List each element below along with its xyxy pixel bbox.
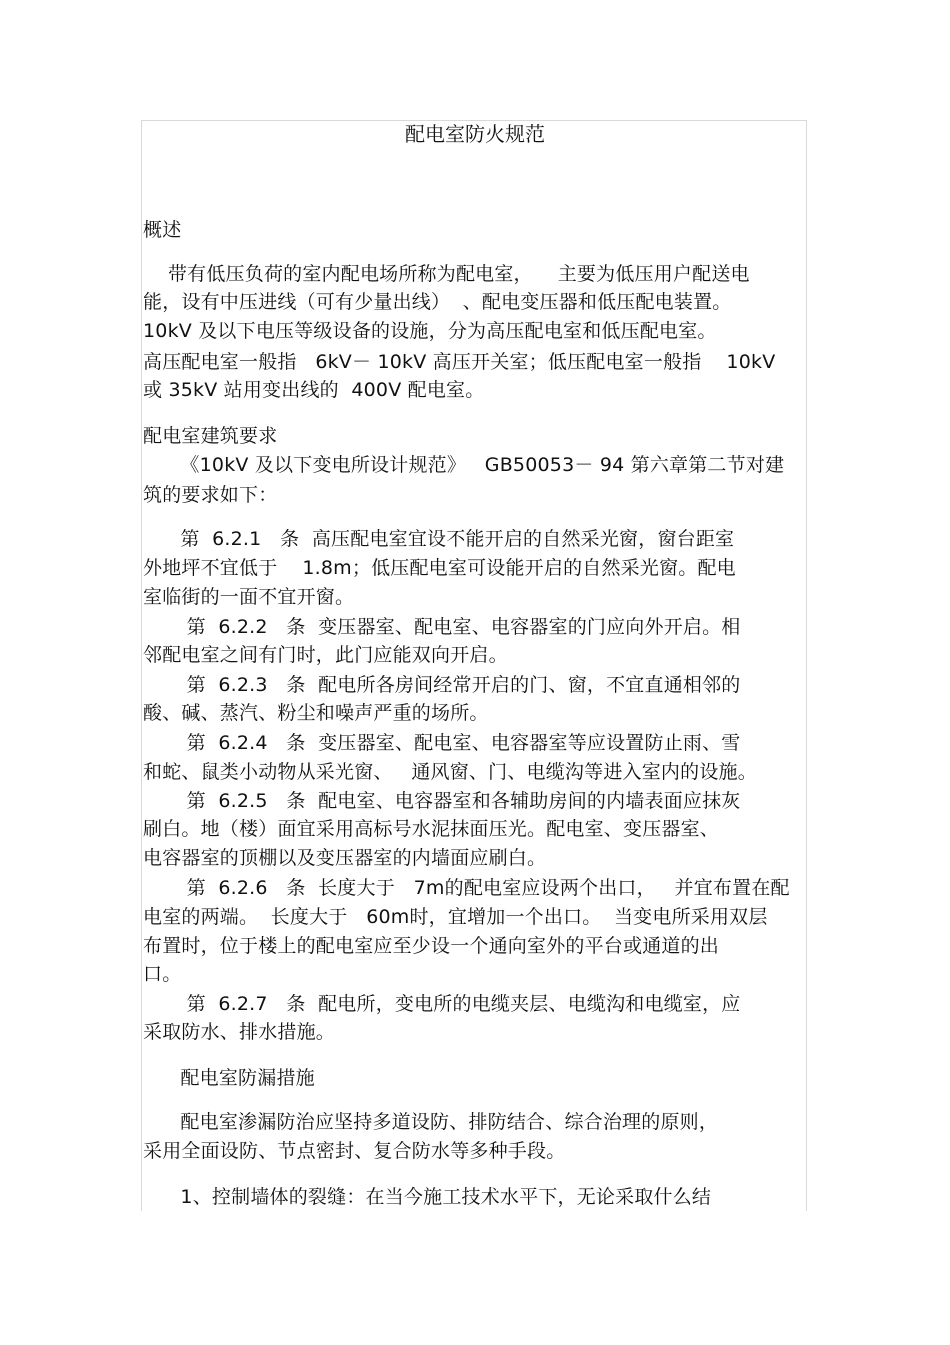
clause-line: 酸、碱、蒸汽、粉尘和噪声严重的场所。 [143,702,489,724]
clause-line: 第 6.2.4 条 变压器室、配电室、电容器室等应设置防止雨、雪 [143,732,741,754]
paragraph-line: 能，设有中压进线（可有少量出线） 、配电变压器和低压配电装置。 [143,291,732,313]
section-heading-building: 配电室建筑要求 [143,425,278,447]
clause-line: 邻配电室之间有门时，此门应能双向开启。 [143,644,508,666]
paragraph-line: 带有低压负荷的室内配电场所称为配电室， 主要为低压用户配送电 [143,263,750,285]
clause-line: 第 6.2.5 条 配电室、电容器室和各辅助房间的内墙表面应抹灰 [143,790,741,812]
clause-line: 刷白。地（楼）面宜采用高标号水泥抹面压光。配电室、变压器室、 [143,818,720,840]
paragraph-line: 10kV 及以下电压等级设备的设施，分为高压配电室和低压配电室。 [143,320,717,342]
clause-line: 和蛇、鼠类小动物从采光窗、 通风窗、门、电缆沟等进入室内的设施。 [143,761,757,783]
paragraph-line: 1、控制墙体的裂缝：在当今施工技术水平下，无论采取什么结 [143,1186,712,1208]
paragraph-line: 高压配电室一般指 6kV－ 10kV 高压开关室；低压配电室一般指 10kV [143,351,776,373]
clause-line: 口。 [143,963,182,985]
clause-line: 电室的两端。 长度大于 60m时，宜增加一个出口。 当变电所采用双层 [143,906,768,928]
clause-line: 第 6.2.2 条 变压器室、配电室、电容器室的门应向外开启。相 [143,616,741,638]
document-title: 配电室防火规范 [405,122,545,146]
clause-line: 第 6.2.7 条 配电所，变电所的电缆夹层、电缆沟和电缆室，应 [143,993,741,1015]
clause-line: 第 6.2.6 条 长度大于 7m的配电室应设两个出口， 并宜布置在配 [143,877,790,899]
clause-line: 室临街的一面不宜开窗。 [143,586,355,608]
clause-line: 电容器室的顶棚以及变压器室的内墙面应刷白。 [143,847,547,869]
paragraph-line: 或 35kV 站用变出线的 400V 配电室。 [143,379,485,401]
paragraph-line: 《10kV 及以下变电所设计规范》 GB50053－ 94 第六章第二节对建 [143,454,785,476]
clause-line: 第 6.2.1 条 高压配电室宜设不能开启的自然采光窗，窗台距室 [143,528,735,550]
clause-line: 布置时，位于楼上的配电室应至少设一个通向室外的平台或通道的出 [143,935,720,957]
paragraph-line: 筑的要求如下： [143,484,278,506]
paragraph-line: 配电室渗漏防治应坚持多道设防、排防结合、综合治理的原则， [143,1111,719,1133]
clause-line: 外地坪不宜低于 1.8m；低压配电室可设能开启的自然采光窗。配电 [143,557,736,579]
clause-line: 第 6.2.3 条 配电所各房间经常开启的门、窗，不宜直通相邻的 [143,674,741,696]
section-heading-leak: 配电室防漏措施 [143,1067,315,1089]
section-heading-overview: 概述 [143,219,182,241]
clause-line: 采取防水、排水措施。 [143,1021,336,1043]
paragraph-line: 采用全面设防、节点密封、复合防水等多种手段。 [143,1140,566,1162]
